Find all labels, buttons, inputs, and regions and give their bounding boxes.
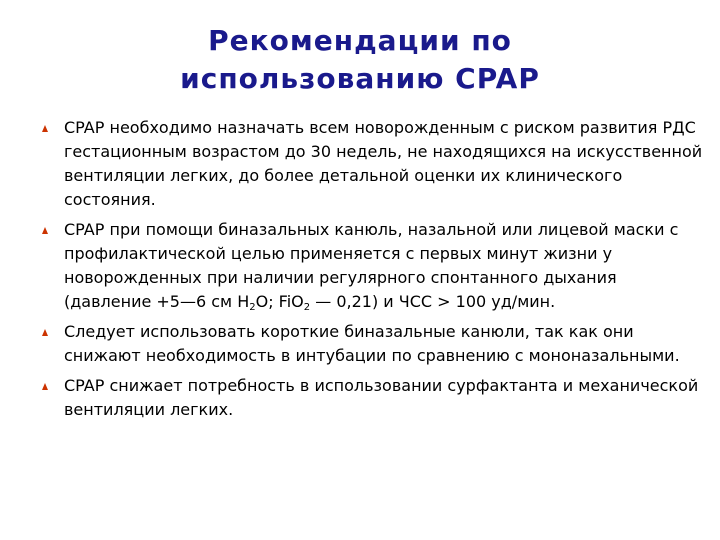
triangle-bullet-icon [42, 383, 48, 390]
bullet-list [40, 116, 705, 428]
bullet-item-3 [40, 320, 705, 368]
triangle-bullet-icon [42, 227, 48, 234]
bullet-text-2-part-1: CPAP при помощи биназальных канюль, назальной или лицевой маски с профилактической целью применяется с первых минут жизни у новорожденных при наличии регулярного спонтанного дыхания (давление +5—6 см H [64, 220, 679, 311]
slide-title-line-1: Рекомендации по [208, 24, 512, 57]
bullet-text-1: CPAP необходимо назначать всем новорожденным с риском развития РДС гестационным возрастом до 30 недель, не находящихся на искусственной вентиляции легких, до более детальной оценки их клинического состояния. [64, 118, 703, 209]
bullet-text-2-part-2: O; FiO [255, 292, 304, 311]
triangle-bullet-icon [42, 329, 48, 336]
triangle-bullet-icon [42, 125, 48, 132]
bullet-text-2-part-3: — 0,21) и ЧСС > 100 уд/мин. [310, 292, 556, 311]
slide-title [0, 22, 720, 98]
slide-title-line-2: использованию CPAP [180, 62, 540, 95]
bullet-item-2 [40, 218, 705, 314]
bullet-item-4 [40, 374, 705, 422]
subscript-2-fio: 2 [303, 302, 311, 313]
bullet-item-1 [40, 116, 705, 212]
subscript-2-water: 2 [249, 302, 256, 313]
bullet-text-3: Следует использовать короткие биназальные канюли, так как они снижают необходимость в интубации по сравнению с мононазальными. [64, 322, 680, 365]
bullet-text-4: CPAP снижает потребность в использовании сурфактанта и механической вентиляции легких. [64, 376, 699, 419]
